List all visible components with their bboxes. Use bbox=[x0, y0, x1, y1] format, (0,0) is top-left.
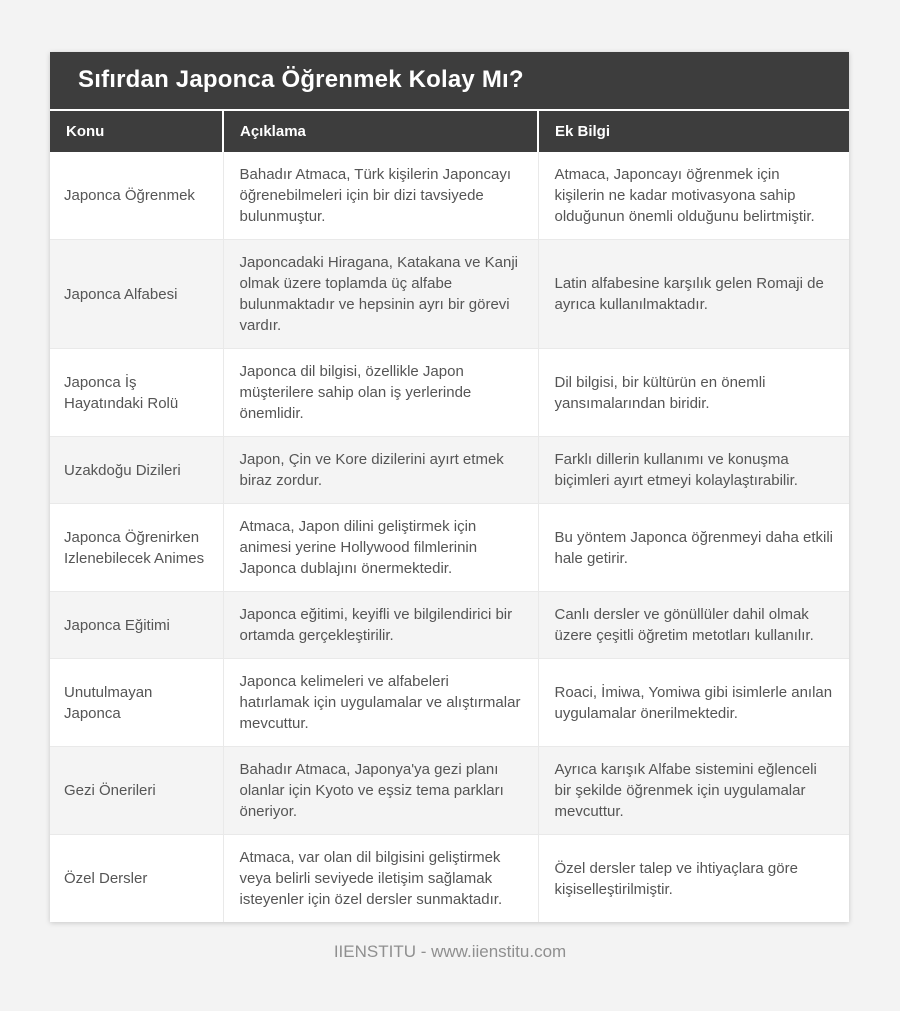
cell-extra-info: Özel dersler talep ve ihtiyaçlara göre kişiselleştirilmiştir. bbox=[538, 835, 849, 923]
table-head bbox=[50, 111, 849, 152]
cell-extra-info: Latin alfabesine karşılık gelen Romaji de ayrıca kullanılmaktadır. bbox=[538, 240, 849, 349]
cell-description: Japoncadaki Hiragana, Katakana ve Kanji olmak üzere toplamda üç alfabe bulunmaktadır ve hepsinin ayrı bir görevi vardır. bbox=[223, 240, 538, 349]
table-row bbox=[50, 240, 849, 349]
cell-extra-info: Roaci, İmiwa, Yomiwa gibi isimlerle anılan uygulamalar önerilmektedir. bbox=[538, 659, 849, 747]
cell-description: Bahadır Atmaca, Türk kişilerin Japoncayı öğrenebilmeleri için bir dizi tavsiyede bulunmuştur. bbox=[223, 152, 538, 240]
cell-description: Atmaca, var olan dil bilgisini geliştirmek veya belirli seviyede iletişim sağlamak isteyenler için özel dersler sunmaktadır. bbox=[223, 835, 538, 923]
cell-topic: Unutulmayan Japonca bbox=[50, 659, 223, 747]
table-row bbox=[50, 659, 849, 747]
title-bar bbox=[50, 52, 849, 111]
cell-topic: Japonca İş Hayatındaki Rolü bbox=[50, 349, 223, 437]
cell-description: Bahadır Atmaca, Japonya'ya gezi planı olanlar için Kyoto ve eşsiz tema parkları öneriyor. bbox=[223, 747, 538, 835]
column-header-aciklama: Açıklama bbox=[223, 111, 538, 152]
cell-description: Japonca eğitimi, keyifli ve bilgilendirici bir ortamda gerçekleştirilir. bbox=[223, 592, 538, 659]
cell-extra-info: Bu yöntem Japonca öğrenmeyi daha etkili hale getirir. bbox=[538, 504, 849, 592]
cell-topic: Japonca Eğitimi bbox=[50, 592, 223, 659]
cell-topic: Özel Dersler bbox=[50, 835, 223, 923]
page-title: Sıfırdan Japonca Öğrenmek Kolay Mı? bbox=[78, 66, 524, 93]
column-header-konu: Konu bbox=[50, 111, 223, 152]
content-card bbox=[50, 52, 849, 922]
cell-topic: Japonca Alfabesi bbox=[50, 240, 223, 349]
table-row bbox=[50, 152, 849, 240]
cell-description: Atmaca, Japon dilini geliştirmek için animesi yerine Hollywood filmlerinin Japonca dublajını önermektedir. bbox=[223, 504, 538, 592]
cell-description: Japon, Çin ve Kore dizilerini ayırt etmek biraz zordur. bbox=[223, 437, 538, 504]
cell-extra-info: Farklı dillerin kullanımı ve konuşma biçimleri ayırt etmeyi kolaylaştırabilir. bbox=[538, 437, 849, 504]
cell-extra-info: Dil bilgisi, bir kültürün en önemli yansımalarından biridir. bbox=[538, 349, 849, 437]
table-row bbox=[50, 504, 849, 592]
table-body bbox=[50, 152, 849, 922]
table-row bbox=[50, 349, 849, 437]
cell-description: Japonca kelimeleri ve alfabeleri hatırlamak için uygulamalar ve alıştırmalar mevcuttur. bbox=[223, 659, 538, 747]
footer-branding: IIENSTITU - www.iienstitu.com bbox=[333, 942, 567, 961]
cell-extra-info: Canlı dersler ve gönüllüler dahil olmak üzere çeşitli öğretim metotları kullanılır. bbox=[538, 592, 849, 659]
table-row bbox=[50, 592, 849, 659]
cell-topic: Japonca Öğrenirken Izlenebilecek Animes bbox=[50, 504, 223, 592]
info-table bbox=[50, 111, 849, 922]
table-row bbox=[50, 835, 849, 923]
table-header-row bbox=[50, 111, 849, 152]
cell-description: Japonca dil bilgisi, özellikle Japon müşterilere sahip olan iş yerlerinde önemlidir. bbox=[223, 349, 538, 437]
column-header-ek-bilgi: Ek Bilgi bbox=[538, 111, 849, 152]
cell-topic: Uzakdoğu Dizileri bbox=[50, 437, 223, 504]
cell-topic: Japonca Öğrenmek bbox=[50, 152, 223, 240]
table-row bbox=[50, 747, 849, 835]
cell-extra-info: Ayrıca karışık Alfabe sistemini eğlenceli bir şekilde öğrenmek için uygulamalar mevcuttur. bbox=[538, 747, 849, 835]
cell-topic: Gezi Önerileri bbox=[50, 747, 223, 835]
cell-extra-info: Atmaca, Japoncayı öğrenmek için kişilerin ne kadar motivasyona sahip olduğunun önemli olduğunu belirtmiştir. bbox=[538, 152, 849, 240]
table-row bbox=[50, 437, 849, 504]
